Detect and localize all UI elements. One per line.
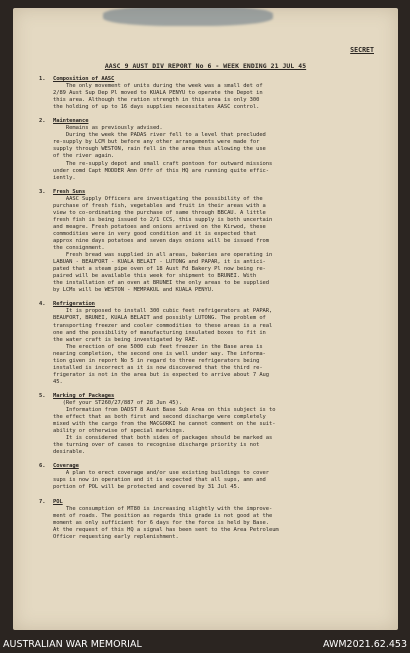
document-page (13, 8, 398, 630)
section-paragraph: (Ref your ST260/27/887 of 28 Jun 45). Information from DADST 8 Aust Base Sub Area on this subject is to the effect that as both first and second discharge were completely mixed with the cargo from the MACGORKI he cannot comment on the suit- ability or otherwise of special markings. It is considered that both sides of packages should be marked as the turning over of cases to recognise discharge priority is not desirable. (53, 399, 276, 456)
archive-reference: AWM2021.62.453 (322, 639, 407, 650)
section-paragraph: The erection of one 5000 cub feet freezer in the Base area is nearing completion, the second one is well under way. The informa- tion given in report No 5 in regard to three refrigerators being installed is incorrect as it is now discovered that the third re- frigerator is not in the area but is expected to arrive about 7 Aug 45. (53, 343, 269, 385)
section-marking-of-packages (39, 393, 382, 456)
archive-footer (0, 633, 410, 653)
section-heading: Marking of Packages (53, 392, 115, 399)
section-refrigeration (39, 301, 382, 386)
section-heading: Composition of AASC (53, 76, 115, 82)
section-paragraph: The only movement of units during the week was a small det of 2/89 Aust Sup Dep Pl moved to KUALA PENYU to operate the Depot in this area. Although the ration strength in this area is only 300 the holding of up to 16 days supplies necessitates AASC control. (53, 83, 263, 111)
section-pol (39, 499, 382, 541)
section-heading: Refrigeration (53, 301, 95, 308)
section-coverage (39, 463, 382, 491)
section-number: 2. (39, 118, 46, 125)
section-number: 3. (39, 188, 46, 195)
section-number: 7. (39, 498, 46, 505)
section-number: 1. (39, 76, 46, 82)
section-number: 6. (39, 463, 46, 470)
section-paragraph: The consumption of MT80 is increasing slightly with the improve- ment of roads. The position as regards this grade is not good at the moment as only sufficient for 6 days for the force is held by Base. At the request of this HQ a signal has been sent to the Area Petroleum Officer requesting early replenishment. (53, 505, 279, 540)
section-heading: POL (53, 498, 63, 505)
section-heading: Fresh Suns (53, 188, 86, 195)
section-number: 4. (39, 301, 46, 308)
section-fresh-sups (39, 189, 382, 295)
section-paragraph: Fresh bread was supplied in all areas, bakeries are operating in LABUAN - BEAUFORT - KUALA BELAIT - LUTONG and PAPAR, it is antici- pated that a steam pipe oven of 18 Aust Fd Bakery Pl now being re- paired will be available this week for shipment to BRUNEI. With the installation of an oven at BRUNEI the only areas to be supplied by LCMs will be WESTON - MEMPAKUL and KUALA PENYU. (53, 252, 273, 294)
report-title: AASC 9 AUST DIV REPORT No 6 - WEEK ENDING 21 JUL 45 (104, 62, 307, 70)
section-paragraph: It is proposed to install 300 cubic feet refrigerators at PAPAR, BEAUFORT, BRUNEI, KUALA BELAIT and possibly LUTONG. The problem of transporting freezer and cooler commodities to these areas is a real one and the possibility of manufacturing insulated boxes to fit in the water craft is being investigated by RAE. (53, 308, 273, 343)
archive-source: AUSTRALIAN WAR MEMORIAL (3, 639, 142, 650)
section-number: 5. (39, 392, 46, 399)
report-body (39, 76, 382, 548)
section-heading: Maintenance (53, 118, 89, 125)
section-paragraph: A plan to erect coverage and/or use existing buildings to cover sups is now in operation and it is expected that all sups, amn and portion of POL will be protected and covered by 31 Jul 45. (53, 470, 269, 491)
section-paragraph: AASC Supply Officers are investigating the possibility of the purchase of fresh fish, vegetables and fruit in their areas with a view to co-ordinating the purchase of same through BBCAU. A little fresh fish is being issued to 2/1 CCS, this supply is both uncertain and meagre. Fresh potatoes and onions arrived on the Kirwod, these commodities were in very good condition and it is expected that approx nine days potatoes and seven days onions will be issued from the consignment. (53, 195, 273, 252)
section-paragraph: The re-supply depot and small craft pontoon for outward missions under comd Capt MODDER Amn Offr of this HQ are running quite effic- iently. (53, 160, 273, 181)
paper-stain (103, 8, 273, 26)
section-composition (39, 76, 382, 111)
section-paragraph: Remains as previously advised. During the week the PADAS river fell to a level that precluded re-supply by LCM but before any other arrangements were made for supply through WESTON, rain fell in the area thus allowing the use of the river again. (53, 125, 266, 160)
classification-marking: SECRET (350, 46, 374, 54)
section-heading: Coverage (53, 463, 79, 470)
section-maintenance (39, 118, 382, 181)
